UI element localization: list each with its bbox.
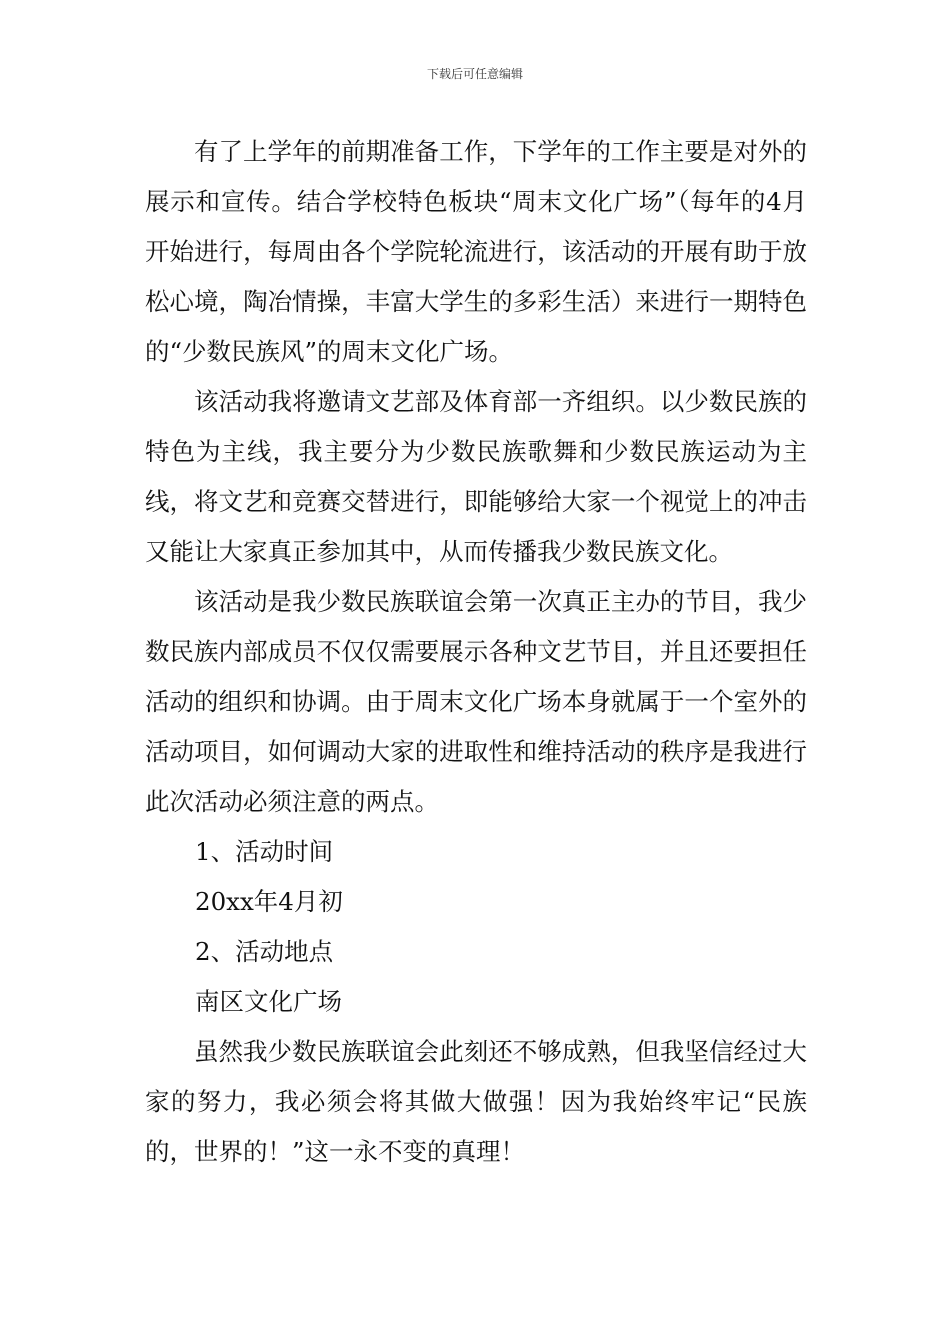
activity-location-value: 南区文化广场 — [195, 987, 342, 1016]
paragraph-significance: 该活动是我少数民族联谊会第一次真正主办的节目，我少数民族内部成员不仅仅需要展示各种文艺节目，并且还要担任活动的组织和协调。由于周末文化广场本身就属于一个室外的活动项目，如何调动大家的进取性和维持活动的秩序是我进行此次活动必须注意的两点。 — [145, 587, 807, 816]
activity-time-heading: 1、活动时间 — [195, 837, 334, 866]
page-header-note: 下载后可任意编辑 — [426, 67, 523, 81]
document-body — [145, 127, 807, 1177]
paragraph-organization: 该活动我将邀请文艺部及体育部一齐组织。以少数民族的特色为主线，我主要分为少数民族歌舞和少数民族运动为主线，将文艺和竞赛交替进行，即能够给大家一个视觉上的冲击又能让大家真正参加其中，从而传播我少数民族文化。 — [145, 387, 807, 566]
activity-time-value: 20xx年4月初 — [195, 887, 343, 916]
paragraph-intro: 有了上学年的前期准备工作，下学年的工作主要是对外的展示和宣传。结合学校特色板块“周末文化广场”（每年的4月开始进行，每周由各个学院轮流进行，该活动的开展有助于放松心境，陶冶情操，丰富大学生的多彩生活）来进行一期特色的“少数民族风”的周末文化广场。 — [145, 137, 807, 366]
activity-location-heading: 2、活动地点 — [195, 937, 334, 966]
paragraph-conclusion: 虽然我少数民族联谊会此刻还不够成熟，但我坚信经过大家的努力，我必须会将其做大做强！因为我始终牢记“民族的，世界的！”这一永不变的真理！ — [145, 1037, 807, 1166]
